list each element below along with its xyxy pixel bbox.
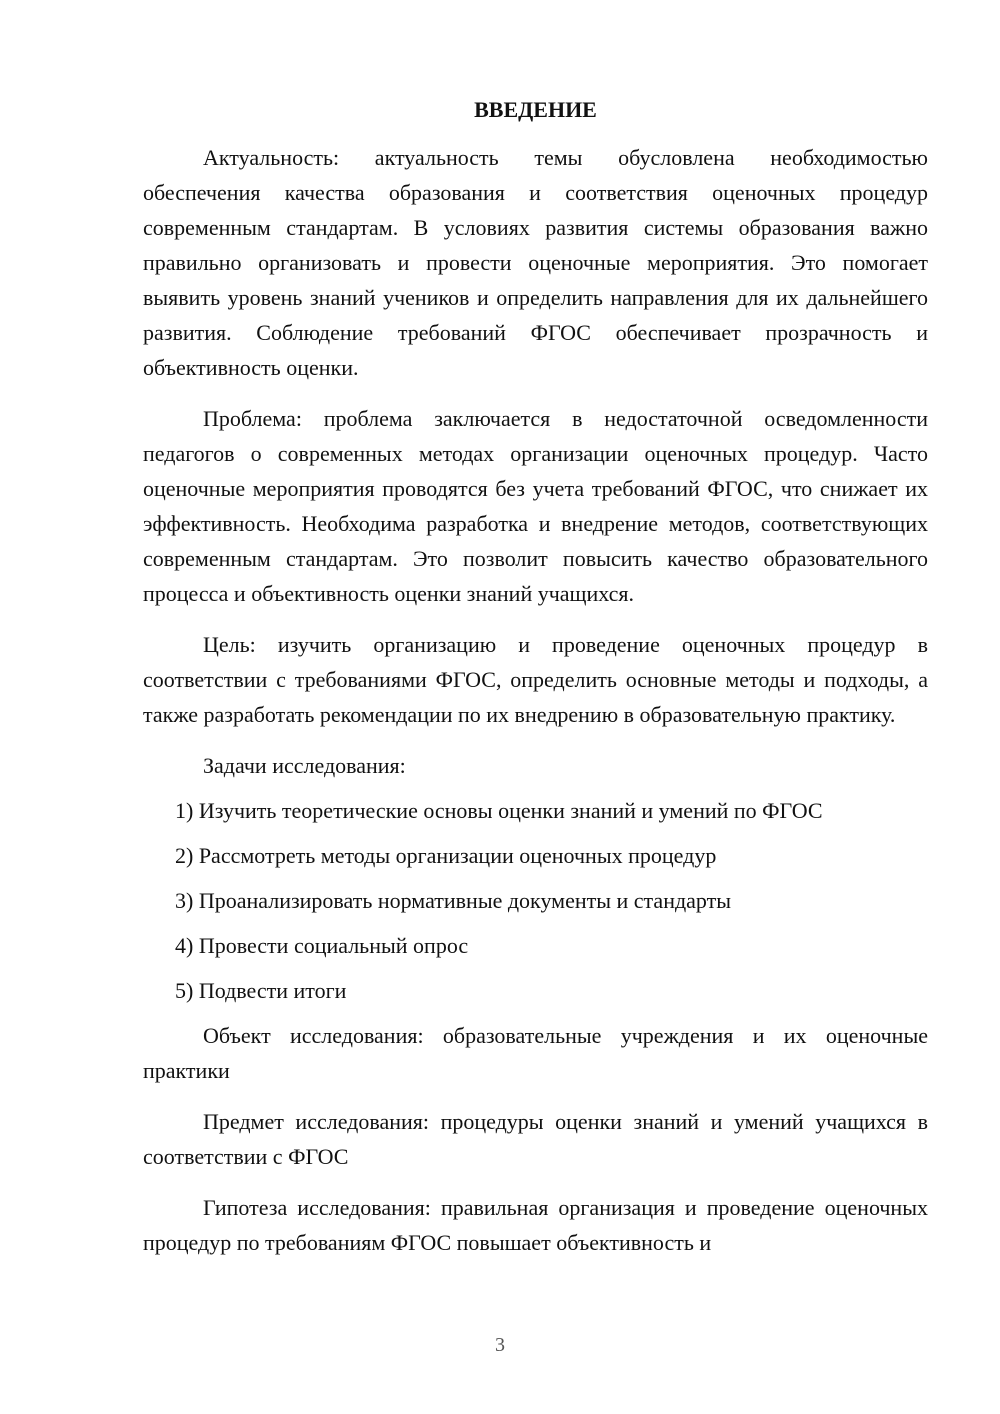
task-item: 1) Изучить теоретические основы оценки знаний и умений по ФГОС [175, 798, 823, 823]
tasks-heading: Задачи исследования: [203, 753, 406, 778]
page-content [143, 94, 928, 1260]
hypothesis-paragraph: Гипотеза исследования: правильная организация и проведение оценочных процедур по требованиям ФГОС повышает объективность и [143, 1195, 928, 1255]
task-item: 2) Рассмотреть методы организации оценочных процедур [175, 843, 717, 868]
section-title: ВВЕДЕНИЕ [474, 97, 597, 122]
task-item: 3) Проанализировать нормативные документы и стандарты [175, 888, 732, 913]
relevance-paragraph: Актуальность: актуальность темы обусловлена необходимостью обеспечения качества образования и соответствия оценочных процедур современным стандартам. В условиях развития системы образования важно правильно организовать и провести оценочные мероприятия. Это помогает выявить уровень знаний учеников и определить направления для их дальнейшего развития. Соблюдение требований ФГОС обеспечивает прозрачность и объективность оценки. [143, 145, 928, 380]
object-paragraph: Объект исследования: образовательные учреждения и их оценочные практики [143, 1023, 928, 1083]
task-item: 4) Провести социальный опрос [175, 933, 469, 958]
task-item: 5) Подвести итоги [175, 978, 347, 1003]
subject-paragraph: Предмет исследования: процедуры оценки знаний и умений учащихся в соответствии с ФГОС [143, 1109, 928, 1169]
tasks-list [143, 793, 928, 1008]
goal-paragraph: Цель: изучить организацию и проведение оценочных процедур в соответствии с требованиями ФГОС, определить основные методы и подходы, а также разработать рекомендации по их внедрению в образовательную практику. [143, 632, 928, 727]
page-number: 3 [495, 1334, 505, 1356]
problem-paragraph: Проблема: проблема заключается в недостаточной осведомленности педагогов о современных методах организации оценочных процедур. Часто оценочные мероприятия проводятся без учета требований ФГОС, что снижает их эффективность. Необходима разработка и внедрение методов, соответствующих современным стандартам. Это позволит повысить качество образовательного процесса и объективность оценки знаний учащихся. [143, 406, 928, 606]
